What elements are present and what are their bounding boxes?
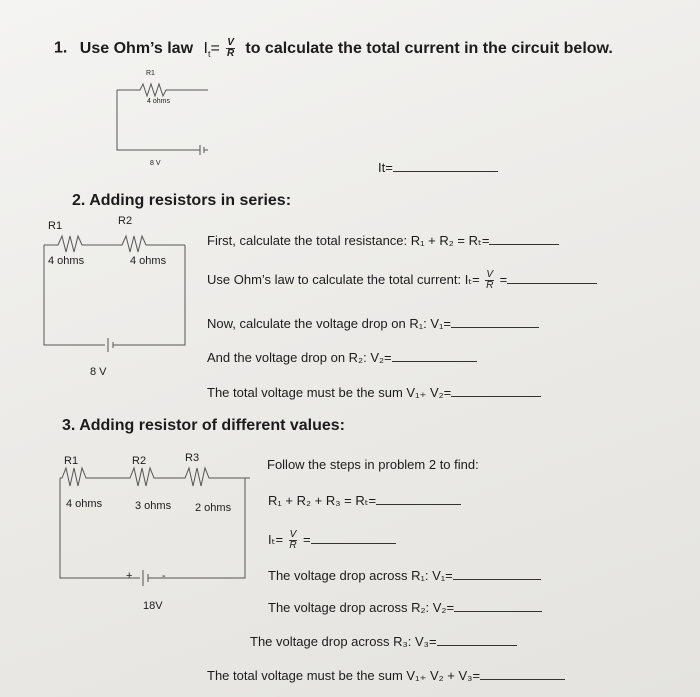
- q3-voltage: 18V: [143, 600, 163, 612]
- q3-line5-text: The voltage drop across R₂: V₂=: [268, 600, 455, 615]
- q1-resistor-label: R1: [146, 70, 155, 77]
- q3-line7-text: The total voltage must be the sum V₁₊ V₂ + V₃=: [207, 668, 481, 683]
- q3-line3: [268, 530, 396, 551]
- q2-line1: [207, 233, 559, 249]
- q3-line5-blank[interactable]: [454, 611, 542, 612]
- q3-line3-blank[interactable]: [311, 543, 396, 544]
- q3-r2-label: R2: [132, 455, 147, 467]
- q2-line4-blank[interactable]: [392, 361, 477, 362]
- q2-r1-value: 4 ohms: [48, 255, 85, 267]
- q1-circuit: [117, 84, 208, 155]
- q2-line5-text: The total voltage must be the sum V₁₊ V₂=: [207, 385, 452, 400]
- q3-line7: [207, 668, 565, 684]
- q3-line7-blank[interactable]: [480, 679, 565, 680]
- q3-line4-blank[interactable]: [453, 579, 541, 580]
- q1-heading: [54, 38, 613, 59]
- q2-line2: [207, 270, 597, 291]
- q1-resistor-value: 4 ohms: [147, 98, 170, 105]
- q2-circuit: [44, 236, 185, 352]
- q3-line6: [250, 634, 517, 649]
- q3-line4-text: The voltage drop across R₁: V₁=: [268, 568, 453, 583]
- q3-r1-value: 4 ohms: [66, 498, 103, 510]
- q2-r1-label: R1: [48, 220, 63, 232]
- q2-voltage: 8 V: [90, 366, 107, 378]
- q3-circuit: [60, 468, 250, 586]
- q3-r1-label: R1: [64, 455, 79, 467]
- q3-r3-label: R3: [185, 452, 200, 464]
- q2-fraction: $\frac{V}{R}$: [486, 269, 494, 291]
- q3-line3-text: Iₜ=: [268, 531, 284, 547]
- q1-answer-blank[interactable]: [393, 171, 498, 172]
- q2-line3: [207, 316, 539, 331]
- q1-formula: $I_t=$: [203, 39, 220, 59]
- q2-line3-blank[interactable]: [451, 327, 539, 328]
- q1-answer-label: It=: [378, 160, 393, 175]
- q2-line1-text: First, calculate the total resistance: R₁ + R₂ = Rₜ=: [207, 233, 490, 248]
- q2-line4-text: And the voltage drop on R₂: V₂=: [207, 350, 392, 365]
- q2-r2-value: 4 ohms: [130, 255, 167, 267]
- q1-voltage: 8 V: [150, 160, 161, 167]
- q3-title: 3. Adding resistor of different values:: [62, 417, 346, 434]
- q2-r2-label: R2: [118, 215, 133, 227]
- q3-line2-blank[interactable]: [376, 504, 461, 505]
- q1-text-b: to calculate the total current in the circuit below.: [245, 39, 613, 57]
- q3-fraction: $\frac{V}{R}$: [289, 529, 297, 551]
- q1-text-a: Use Ohm’s law: [79, 39, 194, 57]
- q3-line1: Follow the steps in problem 2 to find:: [267, 457, 479, 472]
- q3-line4: [268, 568, 541, 583]
- q3-line2-text: R₁ + R₂ + R₃ = Rₜ=: [268, 493, 377, 508]
- q3-r3-value: 2 ohms: [195, 502, 232, 514]
- q2-line5-blank[interactable]: [451, 396, 541, 397]
- q1-fraction: $\frac{V}{R}$: [226, 37, 235, 59]
- q2-line5: [207, 385, 541, 401]
- q3-line5: [268, 600, 542, 615]
- q1-number: 1.: [54, 39, 68, 57]
- q2-line3-text: Now, calculate the voltage drop on R₁: V₁=: [207, 316, 451, 331]
- q3-line2: [268, 493, 461, 509]
- q2-line2-tail: =: [499, 271, 508, 287]
- q3-line6-text: The voltage drop across R₃: V₃=: [250, 634, 437, 649]
- q2-line4: [207, 350, 477, 365]
- q2-line2-text: Use Ohm’s law to calculate the total current: Iₜ=: [207, 271, 480, 287]
- q2-title: 2. Adding resistors in series:: [72, 192, 292, 209]
- q2-line1-blank[interactable]: [489, 244, 559, 245]
- q3-plus: +: [126, 570, 133, 582]
- q3-r2-value: 3 ohms: [135, 500, 172, 512]
- q3-line6-blank[interactable]: [437, 645, 517, 646]
- q3-line3-tail: =: [302, 531, 311, 547]
- q2-line2-blank[interactable]: [507, 283, 597, 284]
- q3-minus: -: [162, 570, 166, 582]
- q1-answer: [378, 160, 498, 175]
